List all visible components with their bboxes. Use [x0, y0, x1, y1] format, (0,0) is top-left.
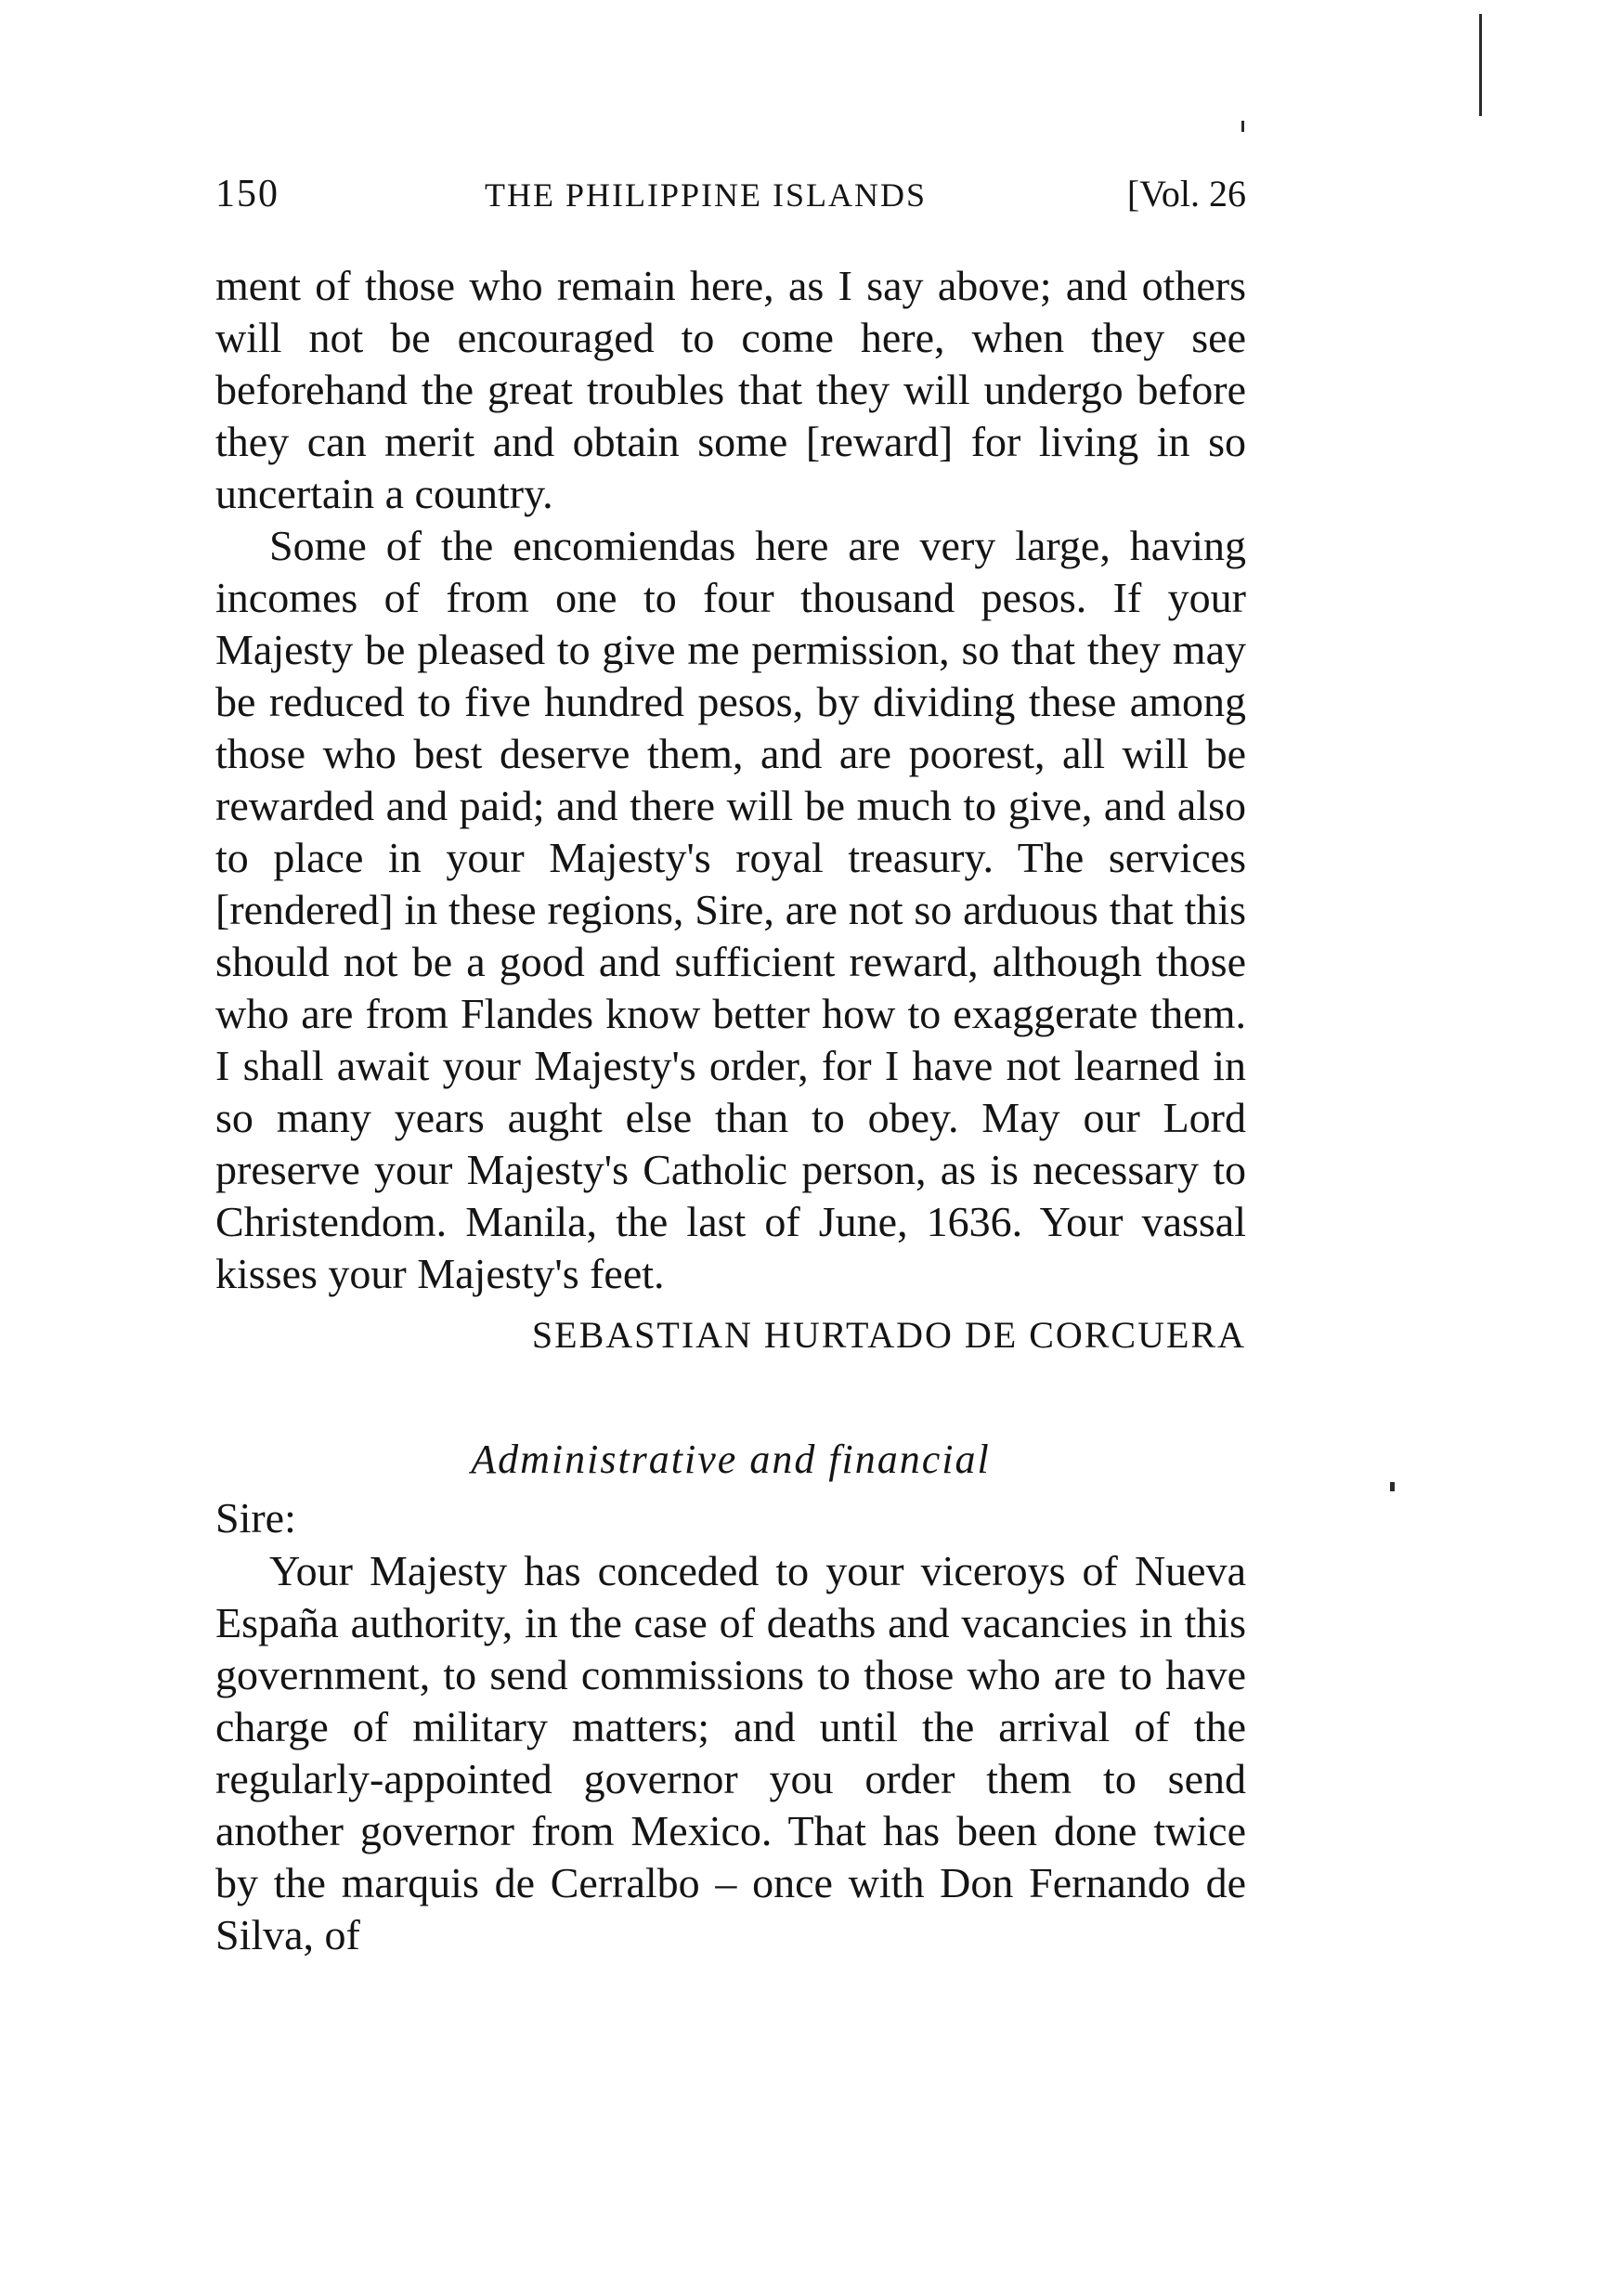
paragraph-encomiendas: Some of the encomiendas here are very large, having incomes of from one to four thousand pesos. If your Majesty be pleased to give me permission, so that they may be reduced to five hundred pesos, by dividing these among those who best deserve them, and are poorest, all will be rewarded and paid; and there will be much to give, and also to place in your Majesty's royal treasury. The services [rendered] in these regions, Sire, are not so arduous that this should not be a good and sufficient reward, although those who are from Flandes know better how to exaggerate them. I shall await your Majesty's order, for I have not learned in so many years aught else than to obey. May our Lord preserve your Majesty's Catholic person, as is necessary to Christendom. Manila, the last of June, 1636. Your vassal kisses your Majesty's feet. — [215, 522, 1246, 1297]
paragraph-viceroys: Your Majesty has conceded to your viceroys of Nueva España authority, in the case of deaths and vacancies in this government, to send commissions to those who are to have charge of military matters; and until the arrival of the regularly-appointed governor you order them to send another governor from Mexico. That has been done twice by the marquis de Cerralbo – once with Don Fernando de Silva, of — [215, 1547, 1246, 1958]
salutation: Sire: — [215, 1494, 296, 1541]
page-number: 150 — [215, 173, 279, 215]
scan-edge-line — [1479, 14, 1482, 116]
signature: SEBASTIAN HURTADO DE CORCUERA — [531, 1314, 1246, 1356]
page-header — [215, 172, 1246, 228]
paragraph-continued: ment of those who remain here, as I say above; and others will not be encouraged to come here, when they see beforehand the great troubles that they will undergo before they can merit and obtain some [reward] for living in so uncertain a country. — [215, 262, 1246, 517]
body-text — [215, 260, 1246, 1961]
running-title: THE PHILIPPINE ISLANDS — [485, 176, 927, 214]
scan-speck — [1390, 1482, 1395, 1491]
volume-label: [Vol. 26 — [1126, 173, 1246, 215]
section-heading: Administrative and financial — [471, 1437, 991, 1482]
scan-speck — [1241, 121, 1244, 132]
